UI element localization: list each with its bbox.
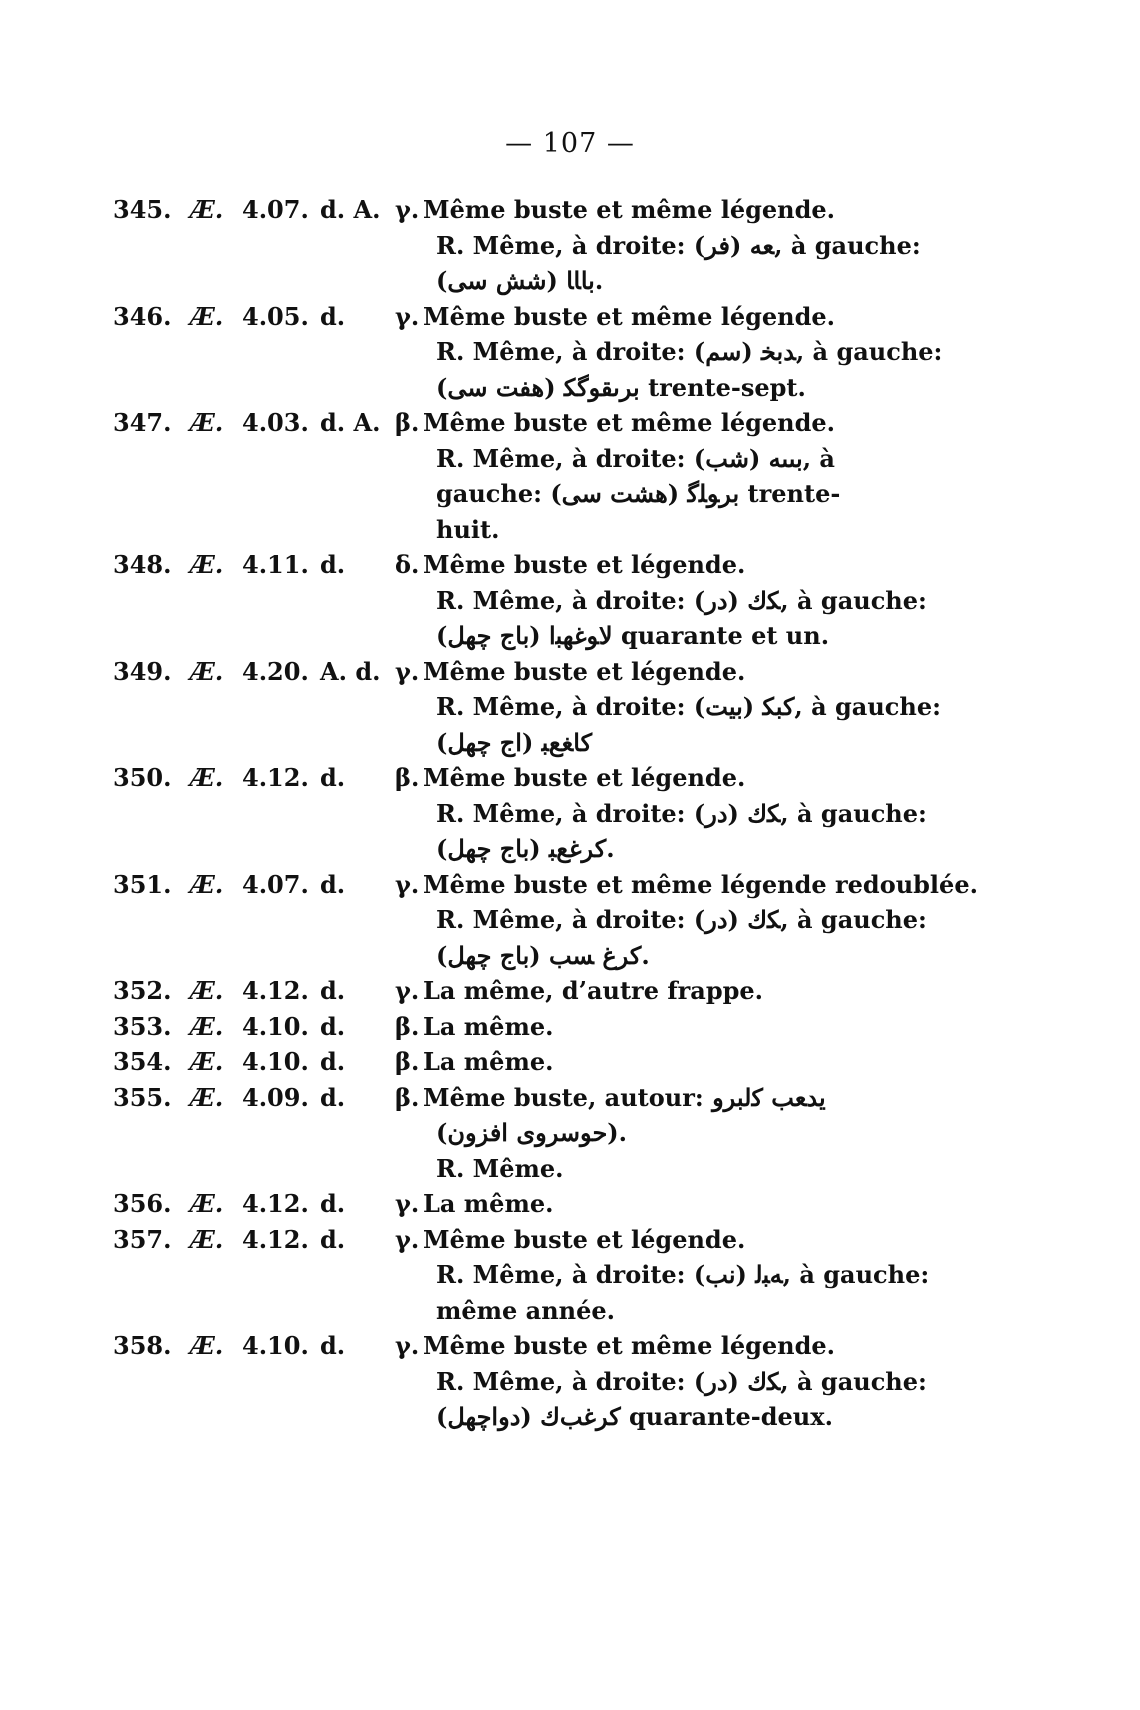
entry-weight: 4.10.	[242, 1011, 309, 1041]
entry-number: 347.	[113, 408, 172, 437]
entry-metal: Æ.	[190, 408, 224, 437]
entry-first-line	[0, 654, 1140, 690]
entry-metal: Æ.	[190, 1011, 224, 1041]
entry-description: La même.	[423, 1011, 554, 1041]
entry-ornament: γ.	[395, 1189, 420, 1218]
entry-description: R. Même, à droite: ﺑﯩﯩﻪ (شب), à	[436, 443, 835, 473]
entry-ornament: γ.	[395, 869, 420, 899]
entry-position: d.	[320, 1047, 346, 1076]
entry-number: 356.	[113, 1189, 172, 1218]
entry-continuation-line	[0, 1293, 1140, 1329]
catalogue-entry	[0, 1009, 1140, 1045]
entry-weight: 4.07.	[242, 869, 309, 899]
entry-continuation-line	[0, 370, 1140, 406]
entry-continuation-line	[0, 228, 1140, 264]
entry-weight: 4.03.	[242, 408, 309, 437]
entry-position: d.	[320, 301, 346, 331]
catalogue-entries	[0, 192, 1140, 1435]
catalogue-entry	[0, 1186, 1140, 1222]
entry-weight: 4.20.	[242, 656, 309, 686]
entry-first-line	[0, 1328, 1140, 1364]
entry-ornament: β.	[395, 408, 420, 437]
entry-description: La même.	[423, 1047, 554, 1076]
entry-number: 354.	[113, 1047, 172, 1076]
entry-first-line	[0, 1080, 1140, 1116]
entry-position: d.	[320, 1082, 346, 1112]
entry-number: 357.	[113, 1224, 172, 1254]
entry-description: R. Même, à droite: ﺪﺑﺨ (سم), à gauche:	[436, 337, 943, 366]
catalogue-entry	[0, 973, 1140, 1009]
entry-continuation-line	[0, 1151, 1140, 1187]
entry-metal: Æ.	[190, 1189, 224, 1218]
entry-metal: Æ.	[190, 195, 224, 224]
catalogue-entry	[0, 1044, 1140, 1080]
entry-metal: Æ.	[190, 763, 224, 792]
entry-continuation-line	[0, 1364, 1140, 1400]
entry-description: même année.	[436, 1295, 616, 1325]
entry-ornament: β.	[395, 1047, 420, 1076]
entry-number: 358.	[113, 1331, 172, 1360]
entry-weight: 4.12.	[242, 976, 309, 1005]
entry-description: ﻻﻮﻏﻬﺒﺍ (باج چهل) quarante et un.	[436, 621, 830, 650]
entry-description: R. Même.	[436, 1153, 564, 1183]
entry-weight: 4.12.	[242, 1224, 309, 1254]
entry-continuation-line	[0, 938, 1140, 974]
catalogue-entry	[0, 1222, 1140, 1329]
entry-description: ﮐﺎﻐﻊﺒ (اج چهل)	[436, 727, 592, 757]
entry-number: 348.	[113, 550, 172, 579]
entry-weight: 4.10.	[242, 1331, 309, 1360]
entry-ornament: γ.	[395, 1331, 420, 1360]
entry-position: d. A.	[320, 195, 381, 224]
catalogue-entry	[0, 760, 1140, 867]
entry-position: d.	[320, 550, 346, 579]
entry-weight: 4.07.	[242, 195, 309, 224]
entry-continuation-line	[0, 725, 1140, 761]
entry-metal: Æ.	[190, 869, 224, 899]
entry-continuation-line	[0, 441, 1140, 477]
entry-ornament: γ.	[395, 1224, 420, 1254]
entry-position: d.	[320, 763, 346, 792]
entry-position: d.	[320, 1224, 346, 1254]
entry-description: Même buste et légende.	[423, 656, 746, 686]
entry-continuation-line	[0, 689, 1140, 725]
entry-description: R. Même, à droite: ﻌﻪ (فر), à gauche:	[436, 230, 921, 260]
entry-first-line	[0, 760, 1140, 796]
entry-ornament: β.	[395, 1011, 420, 1041]
entry-description: Même buste, autour: ﻳﺪﻌﺐ ﮐﻟﺒﺮﻭ	[423, 1082, 826, 1112]
catalogue-entry	[0, 547, 1140, 654]
entry-description: gauche: ﺑﺮﻮﻠﮔ (هشت سی) trente-	[436, 479, 841, 508]
entry-continuation-line	[0, 263, 1140, 299]
entry-position: d.	[320, 976, 346, 1005]
entry-first-line	[0, 299, 1140, 335]
entry-description: R. Même, à droite: ﮑﻙ (در), à gauche:	[436, 798, 927, 828]
entry-first-line	[0, 867, 1140, 903]
entry-description: Même buste et même légende.	[423, 408, 835, 437]
catalogue-entry	[0, 192, 1140, 299]
entry-continuation-line	[0, 796, 1140, 832]
entry-continuation-line	[0, 618, 1140, 654]
page-number: — 107 —	[505, 128, 635, 159]
entry-ornament: γ.	[395, 195, 420, 224]
entry-weight: 4.09.	[242, 1082, 309, 1112]
entry-ornament: γ.	[395, 656, 420, 686]
entry-first-line	[0, 1186, 1140, 1222]
catalogue-entry	[0, 299, 1140, 406]
entry-description: Même buste et légende.	[423, 763, 746, 792]
entry-metal: Æ.	[190, 1331, 224, 1360]
catalogue-entry	[0, 405, 1140, 547]
entry-description: R. Même, à droite: ﮑﻙ (در), à gauche:	[436, 585, 927, 615]
entry-description: R. Même, à droite: ﮐﺒﻜ (بيت), à gauche:	[436, 692, 941, 721]
entry-first-line	[0, 547, 1140, 583]
entry-description: La même.	[423, 1189, 554, 1218]
entry-first-line	[0, 405, 1140, 441]
entry-metal: Æ.	[190, 301, 224, 331]
entry-description: R. Même, à droite: ﮑﻙ (در), à gauche:	[436, 1366, 927, 1396]
entry-position: A. d.	[320, 656, 381, 686]
entry-description: R. Même, à droite: ﮑﻙ (در), à gauche:	[436, 905, 927, 934]
entry-description: ﺑﺎﺎﺎ (شش سی).	[436, 266, 604, 295]
entry-description: ﮐﺮﻏﻊﺒ (باج چهل).	[436, 834, 615, 863]
entry-continuation-line	[0, 512, 1140, 548]
entry-position: d.	[320, 1011, 346, 1041]
entry-ornament: γ.	[395, 976, 420, 1005]
entry-first-line	[0, 1222, 1140, 1258]
entry-description: Même buste et légende.	[423, 550, 746, 579]
entry-ornament: δ.	[395, 550, 420, 579]
entry-metal: Æ.	[190, 976, 224, 1005]
entry-position: d.	[320, 869, 346, 899]
entry-ornament: β.	[395, 763, 420, 792]
entry-number: 345.	[113, 195, 172, 224]
entry-metal: Æ.	[190, 1224, 224, 1254]
entry-description: Même buste et même légende.	[423, 1331, 835, 1360]
entry-continuation-line	[0, 1257, 1140, 1293]
entry-position: d. A.	[320, 408, 381, 437]
entry-metal: Æ.	[190, 1082, 224, 1112]
entry-number: 351.	[113, 869, 172, 899]
entry-ornament: γ.	[395, 301, 420, 331]
entry-continuation-line	[0, 1399, 1140, 1435]
entry-metal: Æ.	[190, 1047, 224, 1076]
entry-number: 350.	[113, 763, 172, 792]
catalogue-entry	[0, 1080, 1140, 1187]
entry-description: Même buste et légende.	[423, 1224, 746, 1254]
entry-description: huit.	[436, 514, 500, 544]
entry-continuation-line	[0, 476, 1140, 512]
entry-continuation-line	[0, 831, 1140, 867]
entry-weight: 4.10.	[242, 1047, 309, 1076]
entry-number: 349.	[113, 656, 172, 686]
entry-continuation-line	[0, 334, 1140, 370]
entry-position: d.	[320, 1189, 346, 1218]
entry-continuation-line	[0, 583, 1140, 619]
entry-ornament: β.	[395, 1082, 420, 1112]
entry-number: 346.	[113, 301, 172, 331]
catalogue-entry	[0, 1328, 1140, 1435]
catalogue-entry	[0, 867, 1140, 974]
entry-first-line	[0, 973, 1140, 1009]
entry-description: ﮐﺮﻍ ﺴﺐ (باج چهل).	[436, 940, 650, 970]
entry-description: Même buste et même légende.	[423, 195, 835, 224]
entry-description: (حوسروی افزون).	[436, 1118, 627, 1147]
entry-description: R. Même, à droite: ﻪﺒﻟ (نب), à gauche:	[436, 1260, 930, 1289]
entry-continuation-line	[0, 1115, 1140, 1151]
entry-first-line	[0, 1044, 1140, 1080]
entry-number: 352.	[113, 976, 172, 1005]
entry-weight: 4.12.	[242, 1189, 309, 1218]
entry-number: 353.	[113, 1011, 172, 1041]
entry-first-line	[0, 1009, 1140, 1045]
entry-metal: Æ.	[190, 656, 224, 686]
entry-position: d.	[320, 1331, 346, 1360]
entry-continuation-line	[0, 902, 1140, 938]
entry-metal: Æ.	[190, 550, 224, 579]
entry-description: Même buste et même légende.	[423, 301, 835, 331]
entry-weight: 4.11.	[242, 550, 309, 579]
catalogue-entry	[0, 654, 1140, 761]
entry-description: La même, d’autre frappe.	[423, 976, 764, 1005]
entry-description: ﺑﺮﯨﻘﻮﮔﻜ (هفت سی) trente-sept.	[436, 372, 806, 402]
entry-weight: 4.12.	[242, 763, 309, 792]
entry-description: Même buste et même légende redoublée.	[423, 869, 978, 899]
entry-number: 355.	[113, 1082, 172, 1112]
entry-first-line	[0, 192, 1140, 228]
entry-description: ﮐﺮﻏﺐﻙ (دواچهل) quarante-deux.	[436, 1402, 833, 1431]
entry-weight: 4.05.	[242, 301, 309, 331]
